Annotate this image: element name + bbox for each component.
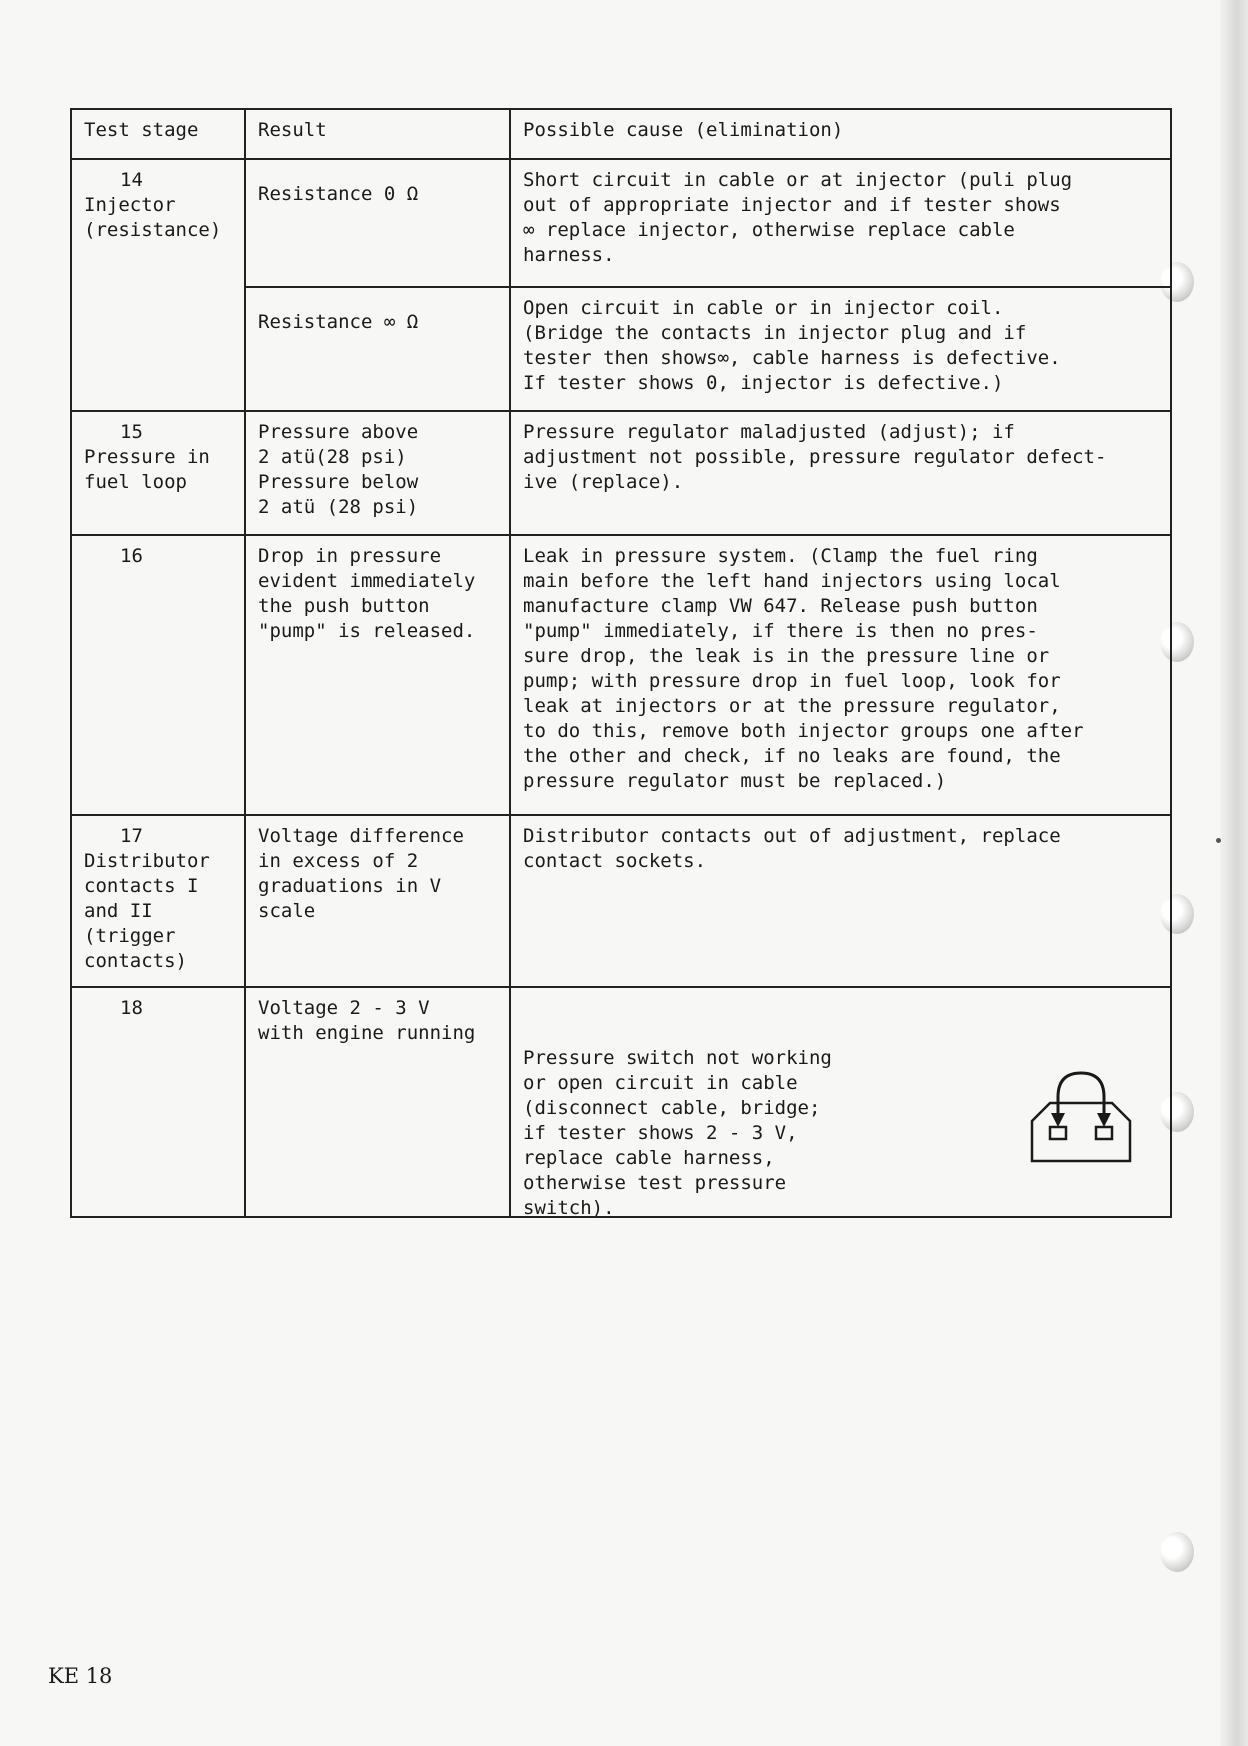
table-row	[71, 411, 1171, 535]
result-cell: Voltage difference in excess of 2 graduations in V scale	[245, 815, 510, 987]
result-cell: Pressure above 2 atü(28 psi) Pressure below 2 atü (28 psi)	[245, 411, 510, 535]
stage-cell	[71, 987, 245, 1217]
stage-number: 15	[120, 421, 143, 443]
cause-cell: Pressure regulator maladjusted (adjust); if adjustment not possible, pressure regulator defect- ive (replace).	[510, 411, 1171, 535]
table-row	[71, 987, 1171, 1217]
page-code: KE 18	[48, 1664, 113, 1688]
cause-with-diagram	[523, 1021, 1158, 1219]
stage-number: 17	[120, 825, 143, 847]
cause-cell: Distributor contacts out of adjustment, replace contact sockets.	[510, 815, 1171, 987]
stage-cell	[71, 815, 245, 987]
result-text: Resistance 0 Ω	[258, 183, 419, 205]
page-edge	[1220, 0, 1248, 1746]
cause-text: Pressure switch not working or open circuit in cable (disconnect cable, bridge; if tester shows 2 - 3 V, replace cable harness, otherwise test pressure switch).	[523, 1047, 832, 1219]
result-text: Resistance ∞ Ω	[258, 311, 419, 333]
result-cell	[245, 159, 510, 287]
cause-cell: Short circuit in cable or at injector (puli plug out of appropriate injector and if tester shows ∞ replace injector, otherwise replace cable harness.	[510, 159, 1171, 287]
binder-hole	[1160, 1532, 1194, 1572]
header-result: Result	[245, 109, 510, 159]
stage-number: 18	[120, 997, 143, 1019]
stage-name: Injector (resistance)	[84, 194, 222, 241]
pressure-switch-bridge-icon	[1028, 1069, 1134, 1165]
table-row	[71, 815, 1171, 987]
stray-mark	[1216, 838, 1221, 843]
stage-name: Distributor contacts I and II (trigger contacts)	[84, 850, 210, 972]
stage-name: Pressure in fuel loop	[84, 446, 210, 493]
cause-cell: Open circuit in cable or in injector coil. (Bridge the contacts in injector plug and if tester then shows∞, cable harness is defective. If tester shows 0, injector is defective.)	[510, 287, 1171, 411]
test-table	[70, 108, 1172, 1218]
stage-cell	[71, 535, 245, 815]
result-cell: Drop in pressure evident immediately the push button "pump" is released.	[245, 535, 510, 815]
table-row	[71, 159, 1171, 287]
cause-cell: Leak in pressure system. (Clamp the fuel ring main before the left hand injectors using local manufacture clamp VW 647. Release push button "pump" immediately, if there is then no pres- sure drop, the leak is in the pressure line or pump; with pressure drop in fuel loop, look for leak at injectors or at the pressure regulator, to do this, remove both injector groups one after the other and check, if no leaks are found, the pressure regulator must be replaced.)	[510, 535, 1171, 815]
stage-number: 14	[120, 169, 143, 191]
header-test-stage: Test stage	[71, 109, 245, 159]
cause-cell	[510, 987, 1171, 1217]
table-row	[71, 535, 1171, 815]
stage-cell	[71, 411, 245, 535]
header-possible-cause: Possible cause (elimination)	[510, 109, 1171, 159]
header-row	[71, 109, 1171, 159]
result-cell: Voltage 2 - 3 V with engine running	[245, 987, 510, 1217]
result-cell	[245, 287, 510, 411]
stage-number: 16	[120, 545, 143, 567]
stage-cell	[71, 159, 245, 411]
